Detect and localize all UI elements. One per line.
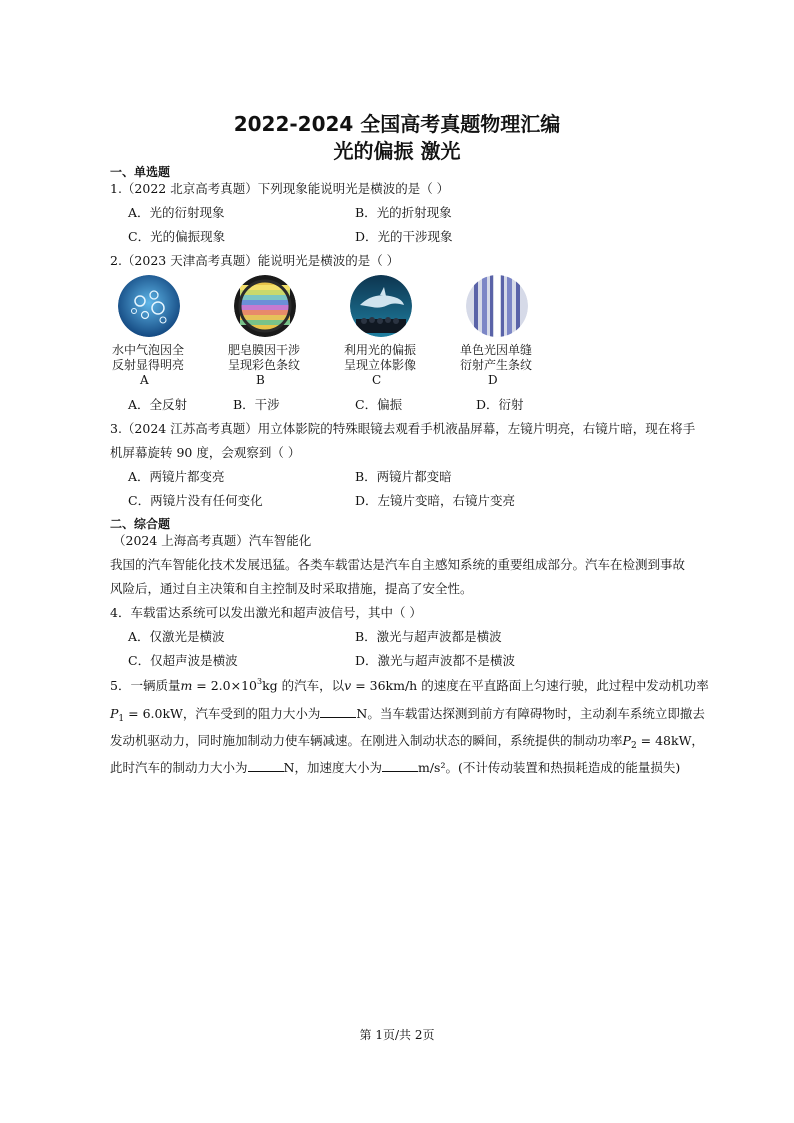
3d-dolphin-image-icon xyxy=(350,275,412,337)
figure-c-caption-line1: 利用光的偏振 xyxy=(344,343,417,357)
document-subtitle: 光的偏振 激光 xyxy=(333,139,461,163)
question-4-option-b: B．激光与超声波都是横波 xyxy=(355,629,502,644)
question-4-option-a: A．仅激光是横波 xyxy=(128,629,225,644)
question-4-option-d: D．激光与超声波都不是横波 xyxy=(355,653,516,668)
figure-c-letter: C xyxy=(372,373,382,387)
answer-blank-resistance[interactable] xyxy=(320,705,356,718)
answer-blank-braking-force[interactable] xyxy=(248,759,284,772)
figure-d-caption-line2: 衍射产生条纹 xyxy=(460,358,533,372)
question-2-figure-d xyxy=(460,275,560,388)
question-1-option-a: A．光的衍射现象 xyxy=(128,205,225,220)
section-2-intro-line1: 我国的汽车智能化技术发展迅猛。各类车载雷达是汽车自主感知系统的重要组成部分。汽车在检测到事故 xyxy=(110,557,686,572)
section-2-intro-line2: 风险后，通过自主决策和自主控制及时采取措施，提高了安全性。 xyxy=(110,581,473,596)
question-2-option-c: C．偏振 xyxy=(355,397,403,412)
page-footer: 第 1页/共 2页 xyxy=(359,1028,435,1042)
question-2-figure-b xyxy=(228,275,328,388)
section-heading-single-choice: 一、单选题 xyxy=(110,165,171,179)
question-3-stem-line1: 3.（2024 江苏高考真题）用立体影院的特殊眼镜去观看手机液晶屏幕，左镜片明亮，右镜片暗，现在将手 xyxy=(110,421,696,436)
question-4-stem: 4．车载雷达系统可以发出激光和超声波信号，其中（ ） xyxy=(110,605,422,620)
diffraction-fringe-image-icon xyxy=(466,275,528,337)
question-5-line3: 发动机驱动力，同时施加制动力使车辆减速。在刚进入制动状态的瞬间，系统提供的制动功率$P_2 = 48kW$， xyxy=(110,733,704,751)
section-2-intro-source: （2024 上海高考真题）汽车智能化 xyxy=(113,533,312,548)
bubbles-image-icon xyxy=(118,275,180,337)
answer-blank-acceleration[interactable] xyxy=(382,759,418,772)
question-5-line1: 5．一辆质量$m = 2.0\times 10^3kg$ 的汽车，以v = 36km/h 的速度在平直路面上匀速行驶，此过程中发动机功率 xyxy=(110,677,709,693)
figure-b-caption-line2: 呈现彩色条纹 xyxy=(228,358,301,372)
section-heading-comprehensive: 二、综合题 xyxy=(110,517,171,531)
question-2-figure-c xyxy=(344,275,444,388)
figure-a-caption-line2: 反射显得明亮 xyxy=(112,358,185,372)
question-2-option-a: A．全反射 xyxy=(128,397,188,412)
question-2-stem: 2.（2023 天津高考真题）能说明光是横波的是（ ） xyxy=(110,253,400,268)
question-2-option-d: D．衍射 xyxy=(476,397,524,412)
figure-a-caption-line1: 水中气泡因全 xyxy=(112,343,185,357)
figure-b-caption-line1: 肥皂膜因干涉 xyxy=(228,343,301,357)
question-1-stem: 1.（2022 北京高考真题）下列现象能说明光是横波的是（ ） xyxy=(110,181,450,196)
question-2-figure-a xyxy=(112,275,212,388)
question-5-line2: $P_1 = 6.0kW$，汽车受到的阻力大小为 N。当车载雷达探测到前方有障碍物时，主动刹车系统立即撤去 xyxy=(110,706,705,724)
question-3-option-b: B．两镜片都变暗 xyxy=(355,469,452,484)
figure-c-caption-line2: 呈现立体影像 xyxy=(344,358,417,372)
figure-a-letter: A xyxy=(140,373,149,387)
question-4-option-c: C．仅超声波是横波 xyxy=(128,653,238,668)
figure-b-letter: B xyxy=(256,373,265,387)
question-3-option-a: A．两镜片都变亮 xyxy=(128,469,225,484)
question-3-stem-line2: 机屏幕旋转 90 度，会观察到（ ） xyxy=(110,445,301,460)
document-title: 2022-2024 全国高考真题物理汇编 xyxy=(233,112,561,136)
question-1-option-c: C．光的偏振现象 xyxy=(128,229,226,244)
question-1-option-b: B．光的折射现象 xyxy=(355,205,452,220)
question-5-line4: 此时汽车的制动力大小为 N，加速度大小为 m/s²。(不计传动装置和热损耗造成的能量损失) xyxy=(110,760,681,775)
question-3-option-c: C．两镜片没有任何变化 xyxy=(128,493,263,508)
question-1-option-d: D．光的干涉现象 xyxy=(355,229,453,244)
question-3-option-d: D．左镜片变暗，右镜片变亮 xyxy=(355,493,516,508)
soap-film-image-icon xyxy=(234,275,296,337)
figure-d-letter: D xyxy=(488,373,498,387)
question-2-option-b: B．干涉 xyxy=(233,397,280,412)
figure-d-caption-line1: 单色光因单缝 xyxy=(460,343,533,357)
